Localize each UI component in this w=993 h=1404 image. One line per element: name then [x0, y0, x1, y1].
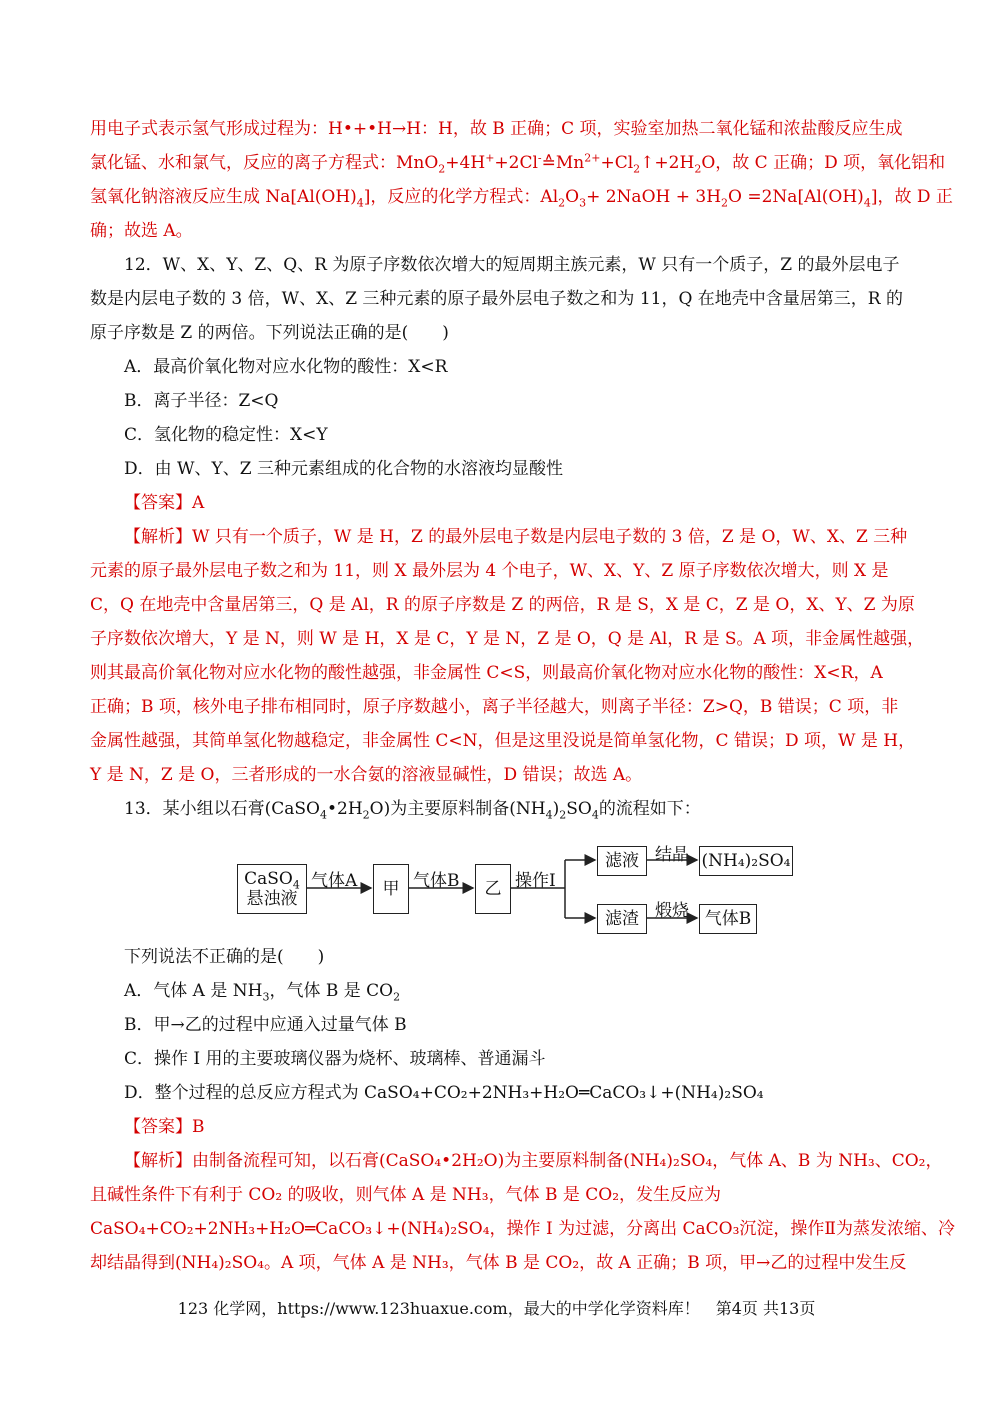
box-ammonium-sulfate: (NH₄)₂SO₄ [699, 846, 793, 876]
box-residue: 滤渣 [597, 904, 647, 934]
explanation-line: 【解析】由制备流程可知，以石膏(CaSO₄•2H₂O)为主要原料制备(NH₄)₂SO₄，气体 A、B 为 NH₃、CO₂， [124, 1151, 943, 1171]
explanation-line: 正确；B 项，核外电子排布相同时，原子序数越小，离子半径越大，则离子半径：Z>Q，B 错误；C 项，非 [90, 697, 899, 717]
flow-diagram [237, 846, 797, 942]
question-stem: 数是内层电子数的 3 倍，W、X、Z 三种元素的原子最外层电子数之和为 11，Q 在地壳中含量居第三，R 的 [90, 289, 903, 309]
explanation-line: 子序数依次增大，Y 是 N，则 W 是 H，X 是 C，Y 是 N，Z 是 O，Q 是 Al，R 是 S。A 项，非金属性越强， [90, 629, 925, 649]
flow-arrows [237, 846, 797, 942]
heat-triangle-icon: ≙ [541, 153, 556, 173]
explanation-line: 元素的原子最外层电子数之和为 11，则 X 最外层为 4 个电子，W、X、Y、Z 原子序数依次增大，则 X 是 [90, 561, 889, 581]
option-c: C．氢化物的稳定性：X<Y [124, 425, 328, 445]
question-ask: 下列说法不正确的是( ) [124, 947, 325, 967]
label-crystallize: 结晶 [655, 845, 689, 865]
q11-explanation [90, 112, 953, 248]
box-jia: 甲 [373, 864, 409, 914]
question-13-stem: 13．某小组以石膏$(CaSO_4•2H_2O)$为主要原料制备$(NH_4)_2SO_4$的流程如下： [124, 799, 701, 822]
explanation-line: 且碱性条件下有利于 CO₂ 的吸收，则气体 A 是 NH₃，气体 B 是 CO₂，发生反应为 [90, 1185, 722, 1205]
page-footer: 123 化学网，https://www.123huaxue.com，最大的中学化学资料库！ 第4页 共13页 [177, 1299, 816, 1318]
explanation-line: Y 是 N，Z 是 O，三者形成的一水合氨的溶液显碱性，D 错误；故选 A。 [90, 765, 643, 785]
text-line: 用电子式表示氢气形成过程为：H•+•H→H：H，故 B 正确；C 项，实验室加热二氧化锰和浓盐酸反应生成 [90, 119, 903, 139]
question-stem: 原子序数是 Z 的两倍。下列说法正确的是( ) [90, 323, 449, 343]
explanation-line: 【解析】W 只有一个质子，W 是 H，Z 的最外层电子数是内层电子数的 3 倍，Z 是 O，W、X、Z 三种 [124, 527, 908, 547]
box-yi: 乙 [475, 864, 511, 914]
option-d: D．整个过程的总反应方程式为 CaSO₄+CO₂+2NH₃+H₂O═CaCO₃↓+(NH₄)₂SO₄ [124, 1083, 764, 1103]
question-13 [90, 940, 955, 1280]
explanation-line: CaSO₄+CO₂+2NH₃+H₂O═CaCO₃↓+(NH₄)₂SO₄，操作 I 为过滤，分离出 CaCO₃沉淀，操作Ⅱ为蒸发浓缩、冷 [90, 1219, 955, 1239]
explanation-line: C，Q 在地壳中含量居第三，Q 是 Al，R 的原子序数是 Z 的两倍，R 是 S，X 是 C，Z 是 O，X、Y、Z 为原 [90, 595, 915, 615]
box-gas-b: 气体B [699, 904, 757, 934]
text-line: 氢氧化钠溶液反应生成 $Na[Al(OH)_4]$，反应的化学方程式：$Al_2O_3+$ 2NaOH + $3H_2O =2Na[Al(OH)_4]$，故 D 正 [90, 187, 953, 210]
option-b: B．离子半径：Z<Q [124, 391, 279, 411]
text-line: 确；故选 A。 [90, 221, 193, 241]
explanation-line: 却结晶得到(NH₄)₂SO₄。A 项，气体 A 是 NH₃，气体 B 是 CO₂，故 A 正确；B 项，甲→乙的过程中发生反 [90, 1253, 907, 1273]
option-a: A．最高价氧化物对应水化物的酸性：X<R [124, 357, 448, 377]
answer-line: 【答案】B [124, 1117, 205, 1137]
text-line: 氯化锰、水和氯气，反应的离子方程式：$MnO_2+4H^++2Cl^-≙Mn^{2+}+Cl_2↑+2H_2O$，故 C 正确；D 项，氧化铝和 [90, 151, 946, 176]
explanation-line: 金属性越强，其简单氢化物越稳定，非金属性 C<N，但是这里没说是简单氢化物，C 错误；D 项，W 是 H， [90, 731, 916, 751]
explanation-line: 则其最高价氧化物对应水化物的酸性越强，非金属性 C<S，则最高价氧化物对应水化物的酸性：X<R，A [90, 663, 883, 683]
option-a: A．气体 A 是 $NH_3$，气体 B 是 $CO_2$ [124, 981, 401, 1004]
label-operation-1: 操作I [515, 871, 556, 891]
box-filtrate: 滤液 [597, 846, 647, 876]
option-b: B．甲→乙的过程中应通入过量气体 B [124, 1015, 407, 1035]
label-gas-b: 气体B [413, 871, 460, 891]
answer-value: B [192, 1117, 205, 1137]
label-calcine: 煅烧 [655, 901, 689, 921]
answer-value: A [192, 493, 205, 513]
option-d: D．由 W、Y、Z 三种元素组成的化合物的水溶液均显酸性 [124, 459, 563, 479]
box-caso4-suspension: CaSO$_4$ 悬浊液 [237, 864, 307, 914]
label-gas-a: 气体A [311, 871, 358, 891]
question-12 [90, 248, 925, 826]
answer-line: 【答案】A [124, 493, 205, 513]
question-stem: 12．W、X、Y、Z、Q、R 为原子序数依次增大的短周期主族元素，W 只有一个质子，Z 的最外层电子 [124, 255, 900, 275]
option-c: C．操作 I 用的主要玻璃仪器为烧杯、玻璃棒、普通漏斗 [124, 1049, 546, 1069]
